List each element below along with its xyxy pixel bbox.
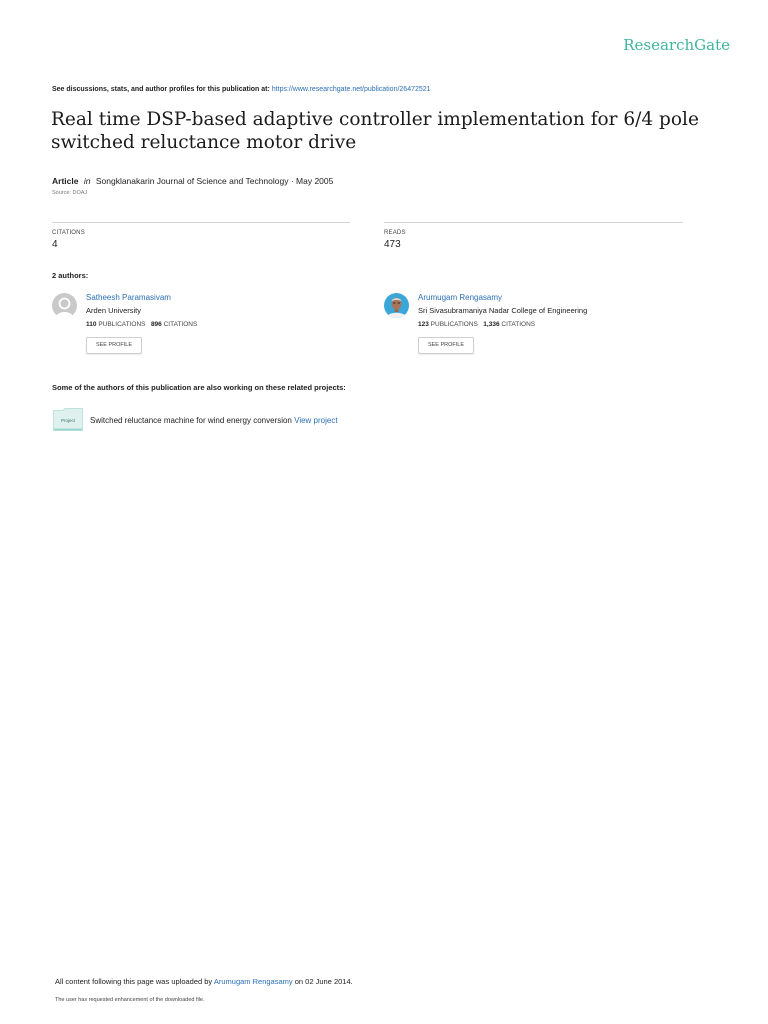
- upload-note-prefix: All content following this page was uploaded by: [55, 977, 213, 986]
- journal-info: Songklanakarin Journal of Science and Technology · May 2005: [95, 176, 334, 186]
- project-title: Switched reluctance machine for wind energy conversion: [90, 416, 292, 425]
- publications-count: 110: [86, 321, 97, 328]
- authors-heading: 2 authors:: [52, 271, 89, 280]
- author-institution: Arden University: [86, 306, 142, 315]
- article-type: Article: [52, 176, 79, 186]
- author-stats: [86, 321, 197, 328]
- author-avatar[interactable]: [52, 293, 77, 318]
- citations-label: CITATIONS: [52, 230, 85, 236]
- author-name-link[interactable]: Satheesh Paramasivam: [86, 293, 171, 302]
- project-icon-label: Project: [60, 418, 75, 423]
- uploader-link[interactable]: Arumugam Rengasamy: [213, 977, 293, 986]
- divider-reads: [384, 222, 683, 223]
- see-profile-button[interactable]: SEE PROFILE: [86, 337, 142, 354]
- divider-citations: [52, 222, 350, 223]
- reads-count: 473: [384, 239, 401, 250]
- author-stats: [418, 321, 535, 328]
- project-line: [90, 416, 338, 425]
- researchgate-logo[interactable]: ResearchGate: [623, 36, 730, 54]
- author-avatar[interactable]: [384, 293, 409, 318]
- upload-note: [55, 977, 353, 986]
- citations-count: 4: [52, 239, 58, 250]
- publications-label: PUBLICATIONS: [430, 321, 478, 328]
- enhancement-note: The user has requested enhancement of the downloaded file.: [55, 997, 205, 1003]
- author-citations-label: CITATIONS: [501, 321, 536, 328]
- publications-count: 123: [418, 321, 429, 328]
- upload-note-suffix: on 02 June 2014.: [294, 977, 353, 986]
- project-folder-icon[interactable]: [53, 408, 83, 431]
- author-photo: [384, 293, 409, 318]
- author-citations-count: 1,336: [483, 321, 500, 328]
- related-projects-heading: Some of the authors of this publication are also working on these related projects:: [52, 383, 346, 392]
- source-label: Source: DOAJ: [52, 190, 88, 196]
- in-label: in: [83, 176, 91, 186]
- discussion-note-text: See discussions, stats, and author profiles for this publication at:: [52, 86, 270, 93]
- author-citations-label: CITATIONS: [163, 321, 198, 328]
- publication-title: Real time DSP-based adaptive controller implementation for 6/4 pole switched reluctance motor drive: [51, 109, 699, 153]
- discussion-note: [52, 86, 431, 93]
- see-profile-button[interactable]: SEE PROFILE: [418, 337, 474, 354]
- reads-label: READS: [384, 230, 406, 236]
- view-project-link[interactable]: View project: [294, 416, 338, 425]
- author-citations-count: 896: [150, 321, 162, 328]
- author-institution: Sri Sivasubramaniya Nadar College of Engineering: [418, 306, 588, 315]
- publications-label: PUBLICATIONS: [98, 321, 146, 328]
- publication-url-link[interactable]: https://www.researchgate.net/publication/26472521: [271, 86, 431, 93]
- author-name-link[interactable]: Arumugam Rengasamy: [418, 293, 503, 302]
- default-avatar-icon: [52, 293, 77, 318]
- publication-meta: [52, 176, 333, 186]
